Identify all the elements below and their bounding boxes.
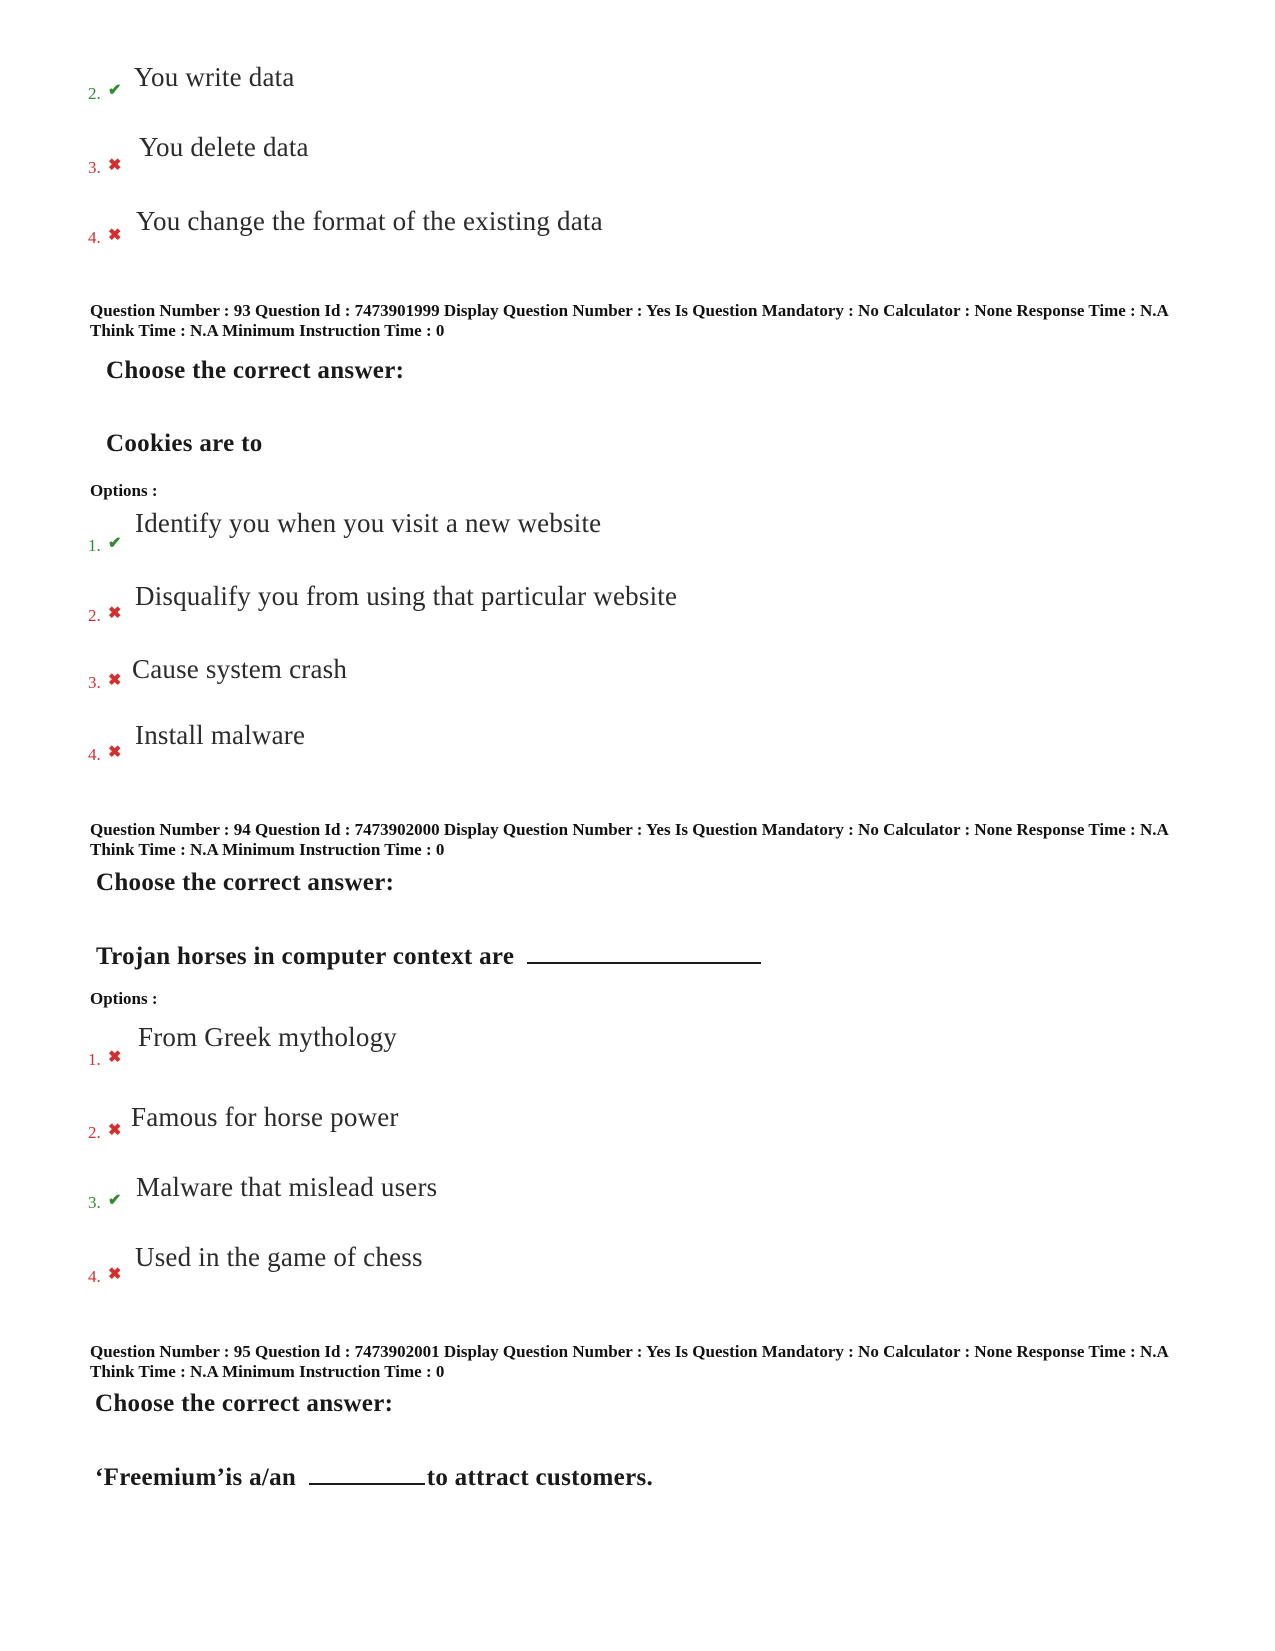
question-stem-text: to attract customers.	[426, 1464, 654, 1491]
question-stem	[95, 1463, 653, 1492]
option-text: Used in the game of chess	[135, 1242, 423, 1272]
check-icon: ✔	[108, 82, 122, 99]
option-text: Install malware	[135, 720, 306, 750]
cross-icon: ✖	[108, 157, 122, 174]
question-prompt: Choose the correct answer:	[95, 1390, 394, 1417]
question-prompt: Choose the correct answer:	[106, 357, 405, 384]
option-text: You change the format of the existing data	[136, 206, 603, 236]
question-prompt: Choose the correct answer:	[96, 869, 395, 896]
option-text: Malware that mislead users	[136, 1172, 438, 1202]
options-label: Options :	[90, 989, 158, 1008]
option-number: 1.	[88, 536, 101, 555]
option-text: Disqualify you from using that particular website	[135, 581, 678, 611]
option-number: 3.	[88, 673, 101, 692]
question-stem	[96, 942, 761, 971]
option-number: 3.	[88, 158, 101, 177]
option-text: You write data	[134, 62, 295, 92]
question-meta: Question Number : 95 Question Id : 7473902001 Display Question Number : Yes Is Question Mandatory : No Calculator : None Response Time : N.A Think Time : N.A Minimum Instruction Time : 0	[90, 1342, 1168, 1381]
cross-icon: ✖	[108, 605, 122, 622]
question-meta: Question Number : 94 Question Id : 7473902000 Display Question Number : Yes Is Question Mandatory : No Calculator : None Response Time : N.A Think Time : N.A Minimum Instruction Time : 0	[90, 820, 1168, 859]
cross-icon: ✖	[108, 1266, 122, 1283]
cross-icon: ✖	[108, 227, 122, 244]
option-number: 1.	[88, 1050, 101, 1069]
answer-blank	[527, 942, 761, 964]
check-icon: ✔	[108, 535, 122, 552]
option-number: 2.	[88, 1123, 101, 1142]
options-label: Options :	[90, 481, 158, 500]
option-number: 4.	[88, 1267, 101, 1286]
option-number: 4.	[88, 745, 101, 764]
question-meta: Question Number : 93 Question Id : 7473901999 Display Question Number : Yes Is Question Mandatory : No Calculator : None Response Time : N.A Think Time : N.A Minimum Instruction Time : 0	[90, 301, 1168, 340]
question-stem: Cookies are to	[106, 430, 263, 457]
cross-icon: ✖	[108, 1049, 122, 1066]
option-text: Famous for horse power	[131, 1102, 399, 1132]
option-number: 3.	[88, 1193, 101, 1212]
option-text: Cause system crash	[132, 654, 348, 684]
cross-icon: ✖	[108, 672, 122, 689]
option-text: Identify you when you visit a new website	[135, 508, 602, 538]
question-stem-text: ‘Freemium’is a/an	[95, 1464, 297, 1491]
option-text: You delete data	[139, 132, 309, 162]
answer-blank	[309, 1463, 425, 1485]
check-icon: ✔	[108, 1192, 122, 1209]
cross-icon: ✖	[108, 744, 122, 761]
option-number: 4.	[88, 228, 101, 247]
option-text: From Greek mythology	[138, 1022, 397, 1052]
option-number: 2.	[88, 606, 101, 625]
option-number: 2.	[88, 84, 101, 103]
question-stem-text: Trojan horses in computer context are	[96, 943, 515, 970]
cross-icon: ✖	[108, 1122, 122, 1139]
